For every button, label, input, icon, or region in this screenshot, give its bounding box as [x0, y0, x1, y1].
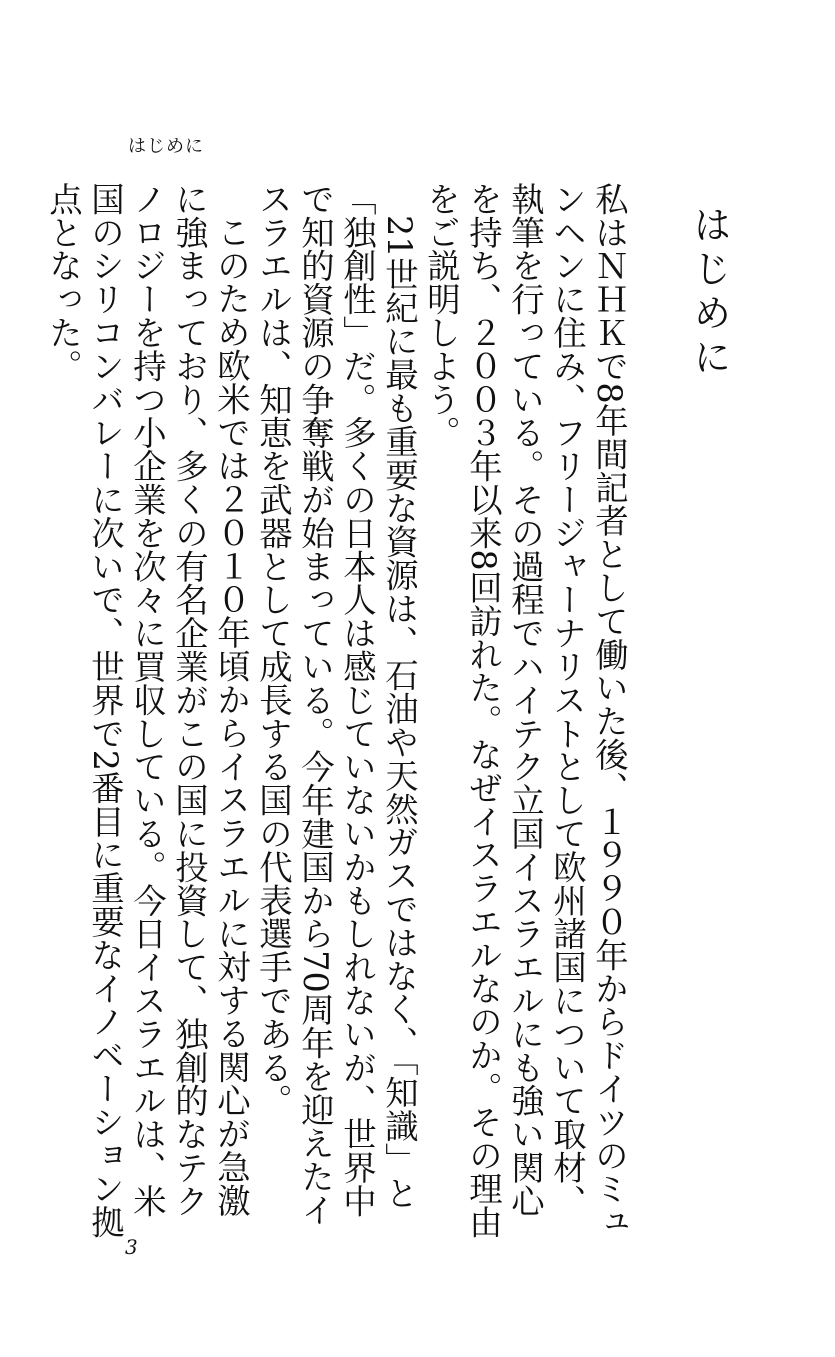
page-number: 3 — [125, 1235, 138, 1259]
body-text — [42, 182, 630, 1242]
paragraph-2: 21世紀に最も重要な資源は、石油や天然ガスではなく、「知識」と「独創性」だ。多くの日本人は感じていないかもしれないが、世界中で知的資源の争奪戦が始まっている。今年建国から70周年を迎えたイスラエルは、知恵を武器として成長する国の代表選手である。 — [254, 182, 419, 1227]
paragraph-1: 私はＮＨＫで8年間記者として働いた後、１９９０年からドイツのミュンヘンに住み、フリージャーナリストとして欧州諸国について取材、執筆を行っている。その過程でハイテク立国イスラエルにも強い関心を持ち、２００３年以来8回訪れた。なぜイスラエルなのか。その理由をご説明しよう。 — [422, 182, 629, 1239]
paragraph-3: このため欧米では２０１０年頃からイスラエルに対する関心が急激に強まっており、多くの有名企業がこの国に投資して、独創的なテクノロジーを持つ小企業を次々に買収している。今日イスラエルは、米国のシリコンバレーに次いで、世界で2番目に重要なイノベーション拠点となった。 — [44, 182, 251, 1239]
running-head: はじめに — [128, 136, 204, 157]
chapter-title: はじめに — [687, 205, 731, 381]
